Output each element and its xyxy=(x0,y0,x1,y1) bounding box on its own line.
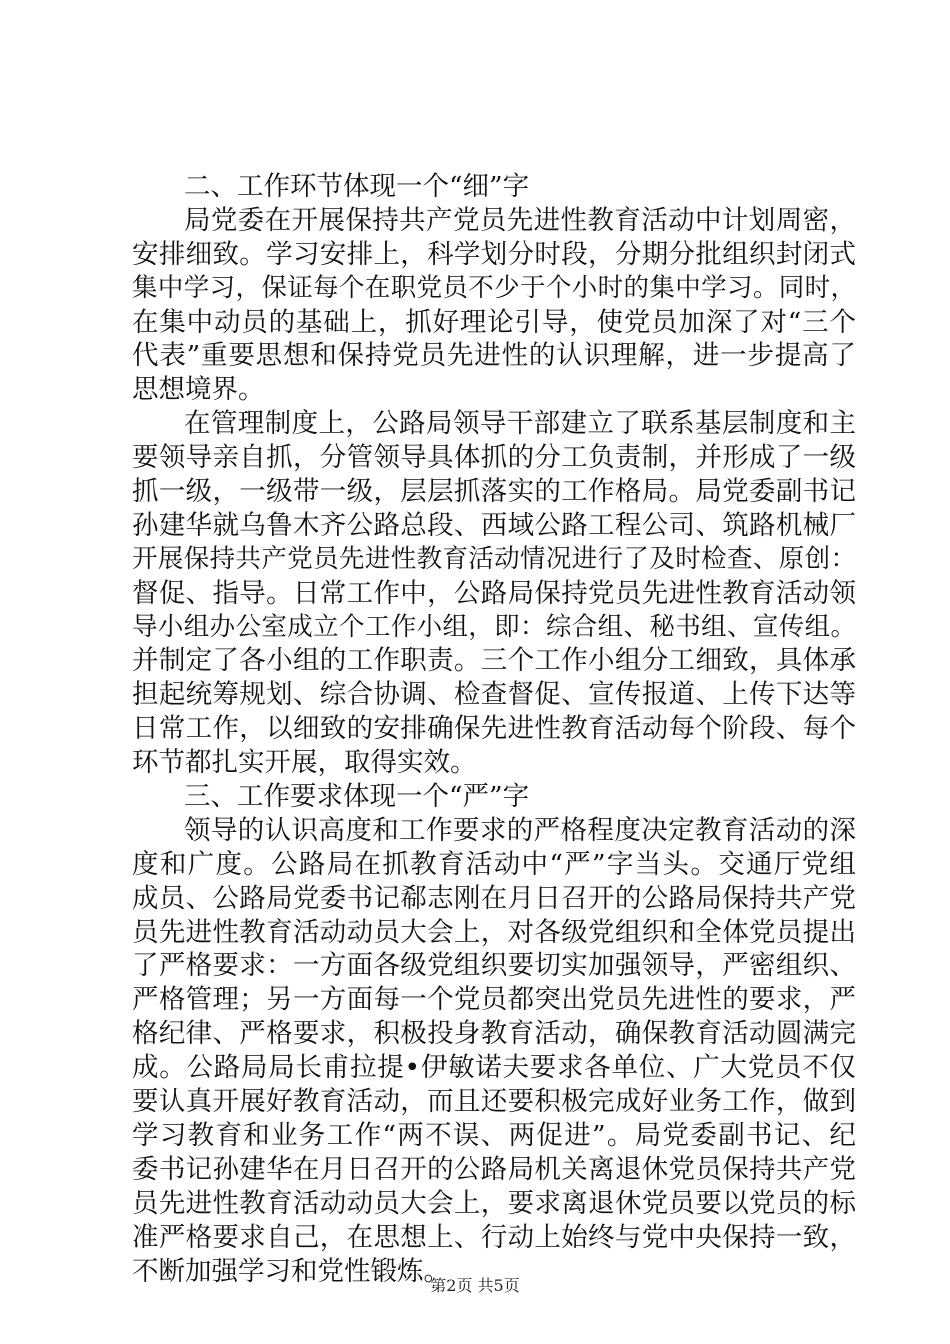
text-line: 成。公路局局长甫拉提•伊敏诺夫要求各单位、广大党员不仅 xyxy=(132,1052,856,1084)
text-line: 抓一级，一级带一级，层层抓落实的工作格局。局党委副书记 xyxy=(132,476,856,508)
text-line: 要领导亲自抓，分管领导具体抓的分工负责制，并形成了一级 xyxy=(132,442,856,474)
text-line: 在集中动员的基础上，抓好理论引导，使党员加深了对“三个 xyxy=(132,306,856,338)
text-line: 了严格要求：一方面各级党组织要切实加强领导，严密组织、 xyxy=(132,950,856,982)
text-line: 学习教育和业务工作“两不误、两促进”。局党委副书记、纪 xyxy=(132,1119,856,1151)
page-footer: 第2页 共5页 xyxy=(430,1276,520,1295)
text-line: 督促、指导。日常工作中，公路局保持党员先进性教育活动领 xyxy=(132,577,856,609)
text-line: 成员、公路局党委书记郗志刚在月日召开的公路局保持共产党 xyxy=(132,882,856,914)
text-line: 严格管理；另一方面每一个党员都突出党员先进性的要求，严 xyxy=(132,984,856,1016)
text-line: 开展保持共产党员先进性教育活动情况进行了及时检查、原创： xyxy=(132,543,856,574)
text-line: 委书记孙建华在月日召开的公路局机关离退休党员保持共产党 xyxy=(132,1153,856,1185)
document-body xyxy=(132,170,856,1288)
text-line: 度和广度。公路局在抓教育活动中“严”字当头。交通厅党组 xyxy=(132,848,856,880)
text-line: 思想境界。 xyxy=(132,374,265,406)
text-line: 员先进性教育活动动员大会上，要求离退休党员要以党员的标 xyxy=(132,1187,856,1219)
text-line: 担起统筹规划、综合协调、检查督促、宣传报道、上传下达等 xyxy=(132,679,856,711)
text-line: 在管理制度上，公路局领导干部建立了联系基层制度和主 xyxy=(184,408,856,440)
text-line: 二、工作环节体现一个“细”字 xyxy=(184,171,530,202)
text-line: 要认真开展好教育活动，而且还要积极完成好业务工作，做到 xyxy=(132,1086,856,1118)
text-line: 领导的认识高度和工作要求的严格程度决定教育活动的深 xyxy=(184,814,856,846)
text-line: 准严格要求自己，在思想上、行动上始终与党中央保持一致， xyxy=(132,1221,856,1253)
text-line: 导小组办公室成立个工作小组，即：综合组、秘书组、宣传组。 xyxy=(132,611,856,642)
text-line: 孙建华就乌鲁木齐公路总段、西域公路工程公司、筑路机械厂 xyxy=(132,509,856,541)
text-line: 日常工作，以细致的安排确保先进性教育活动每个阶段、每个 xyxy=(132,713,856,745)
text-line: 代表”重要思想和保持党员先进性的认识理解，进一步提高了 xyxy=(132,340,856,372)
text-line: 员先进性教育活动动员大会上，对各级党组织和全体党员提出 xyxy=(132,916,856,948)
text-line: 不断加强学习和党性锻炼。 xyxy=(132,1255,450,1287)
text-line: 格纪律、严格要求，积极投身教育活动，确保教育活动圆满完 xyxy=(132,1018,856,1050)
text-line: 集中学习，保证每个在职党员不少于个小时的集中学习。同时， xyxy=(132,272,856,303)
text-line: 局党委在开展保持共产党员先进性教育活动中计划周密， xyxy=(184,204,856,236)
text-line: 环节都扎实开展，取得实效。 xyxy=(132,747,477,779)
text-line: 安排细致。学习安排上，科学划分时段，分期分批组织封闭式 xyxy=(132,238,856,270)
text-line: 并制定了各小组的工作职责。三个工作小组分工细致，具体承 xyxy=(132,645,856,677)
text-line: 三、工作要求体现一个“严”字 xyxy=(184,781,530,813)
